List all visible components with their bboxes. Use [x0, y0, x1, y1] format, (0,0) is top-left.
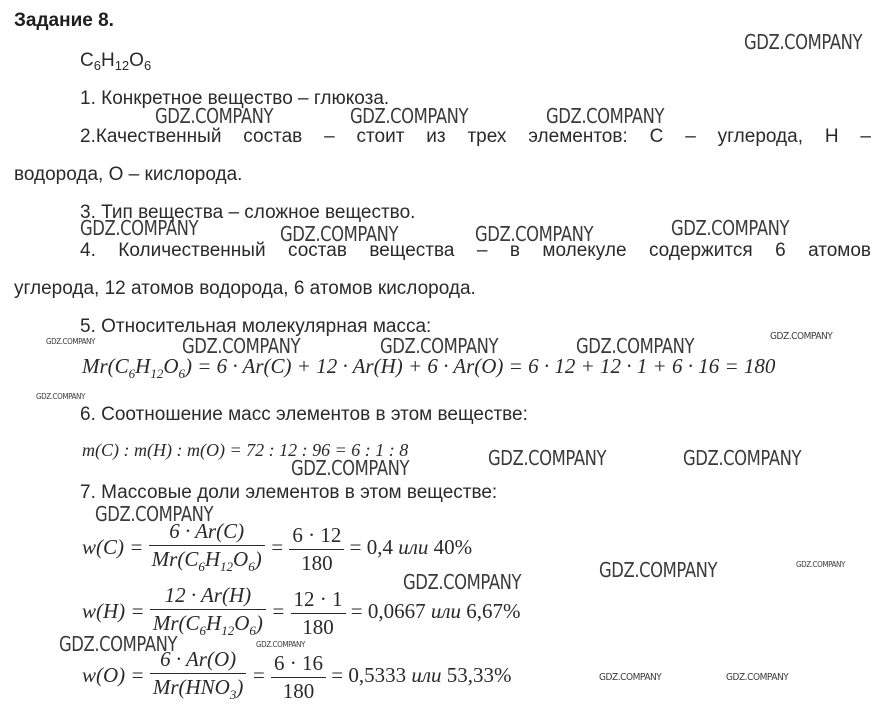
watermark: GDZ.COMPANY — [59, 632, 178, 656]
watermark: GDZ.COMPANY — [80, 216, 199, 240]
fraction: $\frac{12 \cdot 1}{180}$ — [291, 586, 346, 641]
item-2-qualitative-line2: водорода, О – кислорода. — [14, 164, 243, 185]
item-3-type: 3. Тип вещества – сложное вещество. — [80, 202, 416, 223]
watermark: GDZ.COMPANY — [403, 570, 522, 594]
mass-ratio-equation: m(C) : m(H) : m(O) = 72 : 12 : 96 = 6 : 1 : 8 — [82, 440, 409, 460]
watermark: GDZ.COMPANY — [683, 446, 802, 470]
watermark: GDZ.COMPANY — [576, 334, 695, 358]
watermark: GDZ.COMPANY — [280, 222, 399, 246]
oxygen-fraction-equation: w(O) = $\frac{6 \cdot Ar(O)}{Mr(HNO_3)}$ = $\frac{6 \cdot 16}{180}$ = 0,5333 или 53,33% — [82, 646, 512, 708]
fraction: $\frac{6 \cdot 12}{180}$ — [289, 522, 344, 577]
fraction: $\frac{6 \cdot 16}{180}$ — [271, 650, 326, 705]
watermark: GDZ.COMPANY — [182, 334, 301, 358]
watermark: GDZ.COMPANY — [36, 392, 85, 401]
hydrogen-fraction-equation: w(H) = $\frac{12 \cdot Ar(H)}{Mr(C_6H_{12}O_6)}$ = $\frac{12 \cdot 1}{180}$ = 0,0667 или 6,67% — [82, 582, 521, 644]
watermark: GDZ.COMPANY — [380, 334, 499, 358]
item-4-quantitative-line1: 4. Количественный состав вещества – в молекуле содержится 6 атомов — [80, 240, 871, 261]
watermark: GDZ.COMPANY — [95, 502, 214, 526]
fraction: $\frac{6 \cdot Ar(C)}{Mr(C_6H_{12}O_6)}$ — [149, 518, 265, 580]
carbon-fraction-equation: w(C) = $\frac{6 \cdot Ar(C)}{Mr(C_6H_{12}O_6)}$ = $\frac{6 \cdot 12}{180}$ = 0,4 или 40% — [82, 518, 472, 580]
watermark: GDZ.COMPANY — [770, 331, 833, 342]
item-2-qualitative-line1: 2.Качественный состав – стоит из трех элементов: С – углерода, Н – — [80, 126, 871, 147]
watermark: GDZ.COMPANY — [475, 222, 594, 246]
watermark: GDZ.COMPANY — [155, 104, 274, 128]
watermark: GDZ.COMPANY — [796, 560, 845, 569]
item-5-molar-mass: 5. Относительная молекулярная масса: — [80, 316, 432, 337]
watermark: GDZ.COMPANY — [350, 104, 469, 128]
watermark: GDZ.COMPANY — [256, 640, 305, 649]
item-4-quantitative-line2: углерода, 12 атомов водорода, 6 атомов кислорода. — [14, 278, 476, 299]
watermark: GDZ.COMPANY — [46, 337, 95, 346]
task-title: Задание 8. — [14, 10, 114, 31]
watermark: GDZ.COMPANY — [291, 456, 410, 480]
watermark: GDZ.COMPANY — [671, 216, 790, 240]
fraction: $\frac{6 \cdot Ar(O)}{Mr(HNO_3)}$ — [150, 646, 247, 708]
watermark: GDZ.COMPANY — [599, 558, 718, 582]
watermark: GDZ.COMPANY — [488, 446, 607, 470]
item-1-substance: 1. Конкретное вещество – глюкоза. — [80, 88, 390, 109]
item-6-mass-ratio: 6. Соотношение масс элементов в этом веществе: — [80, 404, 528, 425]
glucose-formula: $C_6H_{12}O_6$ — [80, 50, 152, 73]
molar-mass-equation: $Mr(C_6H_{12}O_6) = 6 \cdot Ar(C) + 12 \cdot Ar(H) + 6 \cdot Ar(O) = 6 \cdot 12 + 12 \cdot 1 + 6 \cdot 16 = 180$ — [82, 354, 776, 381]
watermark: GDZ.COMPANY — [726, 672, 789, 683]
watermark: GDZ.COMPANY — [744, 30, 863, 54]
watermark: GDZ.COMPANY — [599, 672, 662, 683]
fraction: $\frac{12 \cdot Ar(H)}{Mr(C_6H_{12}O_6)}$ — [150, 582, 266, 644]
watermark: GDZ.COMPANY — [546, 104, 665, 128]
item-7-mass-fractions: 7. Массовые доли элементов в этом веществе: — [80, 482, 498, 503]
